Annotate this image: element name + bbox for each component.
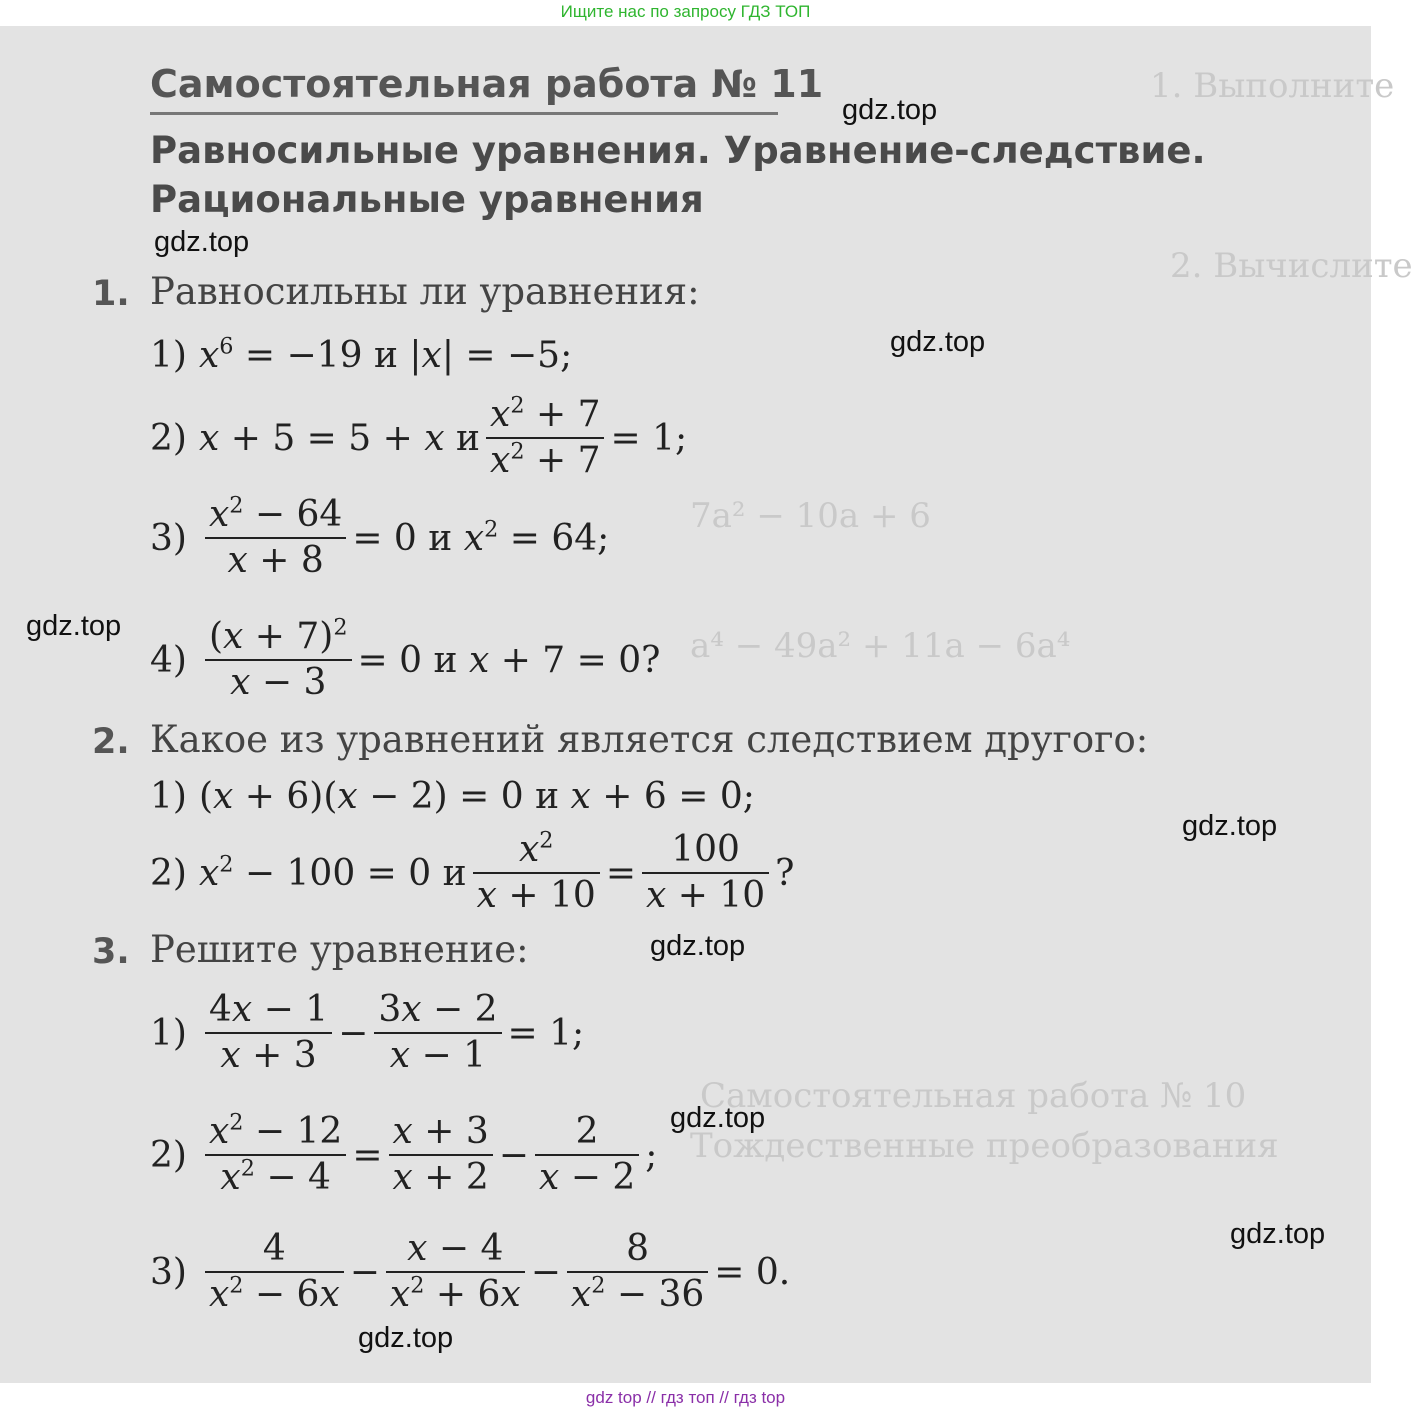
bleed-through-text: 1. Выполните [1150, 66, 1395, 106]
watermark: gdz.top [358, 1322, 454, 1354]
task-1-number: 1. [92, 274, 130, 314]
item-label: 1) [150, 334, 187, 376]
equation: x + 5 = 5 + x и [198, 417, 480, 459]
top-banner[interactable]: Ищите нас по запросу ГДЗ ТОП [560, 2, 811, 21]
item-label: 2) [150, 1134, 187, 1176]
fraction: $\frac{8}{x^2 - 36}$ [567, 1227, 708, 1317]
item-label: 3) [150, 517, 187, 559]
watermark: gdz.top [1182, 810, 1278, 842]
watermark: gdz.top [1230, 1218, 1326, 1250]
bleed-through-text: Тождественные преобразования [690, 1126, 1279, 1166]
equation: $x^2 - 100 = 0$ и [198, 851, 467, 894]
watermark: gdz.top [670, 1102, 766, 1134]
watermark: gdz.top [842, 94, 938, 126]
fraction: $\frac{100}{x + 10}$ [642, 828, 769, 918]
title-underline [150, 112, 778, 115]
fraction: $\frac{x^2 + 7}{x^2 + 7}$ [486, 393, 604, 483]
task-3-item-1: 1) $\frac{4x - 1}{x + 3}$ − $\frac{3x - 2}{x - 1}$ = 1; [150, 989, 585, 1076]
fraction: $\frac{x + 3}{x + 2}$ [389, 1110, 493, 1200]
fraction: $\frac{4x - 1}{x + 3}$ [205, 988, 332, 1078]
task-3-number: 3. [92, 932, 130, 972]
task-1-item-4: 4) $\frac{(x + 7)^2}{x - 3}$ = 0 и x + 7 = 0? [150, 614, 661, 703]
task-1-item-1 [150, 323, 572, 387]
fraction: $\frac{x^2 - 12}{x^2 - 4}$ [205, 1110, 346, 1200]
equation: (x + 6)(x − 2) = 0 и x + 6 = 0; [198, 775, 755, 817]
bleed-through-text: 2. Вычислите [1170, 246, 1413, 286]
subtitle-line-1: Равносильные уравнения. Уравнение-следствие. [150, 129, 1206, 172]
task-2-item-1 [150, 764, 755, 828]
watermark: gdz.top [650, 930, 746, 962]
bleed-through-text: 7a² − 10a + 6 [690, 496, 931, 536]
page-title: Самостоятельная работа № 11 [150, 62, 824, 106]
fraction: $\frac{2}{x - 2}$ [535, 1110, 639, 1200]
item-label: 2) [150, 417, 187, 459]
scanned-page [0, 26, 1413, 1383]
task-1-question: Равносильны ли уравнения: [150, 270, 700, 313]
fraction: $\frac{3x - 2}{x - 1}$ [374, 988, 501, 1078]
task-1-item-2: 2) x + 5 = 5 + x и $\frac{x^2 + 7}{x^2 + 7}$ = 1; [150, 392, 688, 481]
fraction: $\frac{4}{x^2 - 6x}$ [205, 1227, 344, 1317]
subtitle-line-2: Рациональные уравнения [150, 178, 704, 221]
bleed-through-text: a⁴ − 49a² + 11a − 6a⁴ [690, 626, 1071, 666]
item-label: 1) [150, 775, 187, 817]
task-2-number: 2. [92, 722, 130, 762]
task-3-question: Решите уравнение: [150, 928, 529, 971]
watermark: gdz.top [890, 326, 986, 358]
item-label: 2) [150, 852, 187, 894]
task-1-item-3: 3) $\frac{x^2 - 64}{x + 8}$ = 0 и $x^2 = 64$; [150, 492, 610, 581]
item-label: 1) [150, 1012, 187, 1054]
watermark: gdz.top [26, 610, 122, 642]
task-2-question: Какое из уравнений является следствием другого: [150, 718, 1149, 761]
equation: $x^6 = -19$ и |x| = −5; [198, 333, 573, 376]
item-label: 4) [150, 639, 187, 681]
bottom-footer[interactable]: gdz top // гдз топ // гдз top [585, 1388, 786, 1407]
fraction: $\frac{x^2}{x + 10}$ [473, 828, 600, 918]
task-3-item-3: 3) $\frac{4}{x^2 - 6x}$ − $\frac{x - 4}{x^2 + 6x}$ − $\frac{8}{x^2 - 36}$ = 0. [150, 1228, 791, 1315]
fraction: $\frac{(x + 7)^2}{x - 3}$ [205, 615, 352, 705]
fraction: $\frac{x^2 - 64}{x + 8}$ [205, 493, 346, 583]
task-2-item-2: 2) $x^2 - 100 = 0$ и $\frac{x^2}{x + 10}$ = $\frac{100}{x + 10}$ ? [150, 827, 795, 916]
task-3-item-2: 2) $\frac{x^2 - 12}{x^2 - 4}$ = $\frac{x + 3}{x + 2}$ − $\frac{2}{x - 2}$ ; [150, 1109, 658, 1198]
bleed-through-text: Самостоятельная работа № 10 [700, 1076, 1247, 1116]
fraction: $\frac{x - 4}{x^2 + 6x}$ [386, 1227, 525, 1317]
item-label: 3) [150, 1251, 187, 1293]
watermark: gdz.top [154, 226, 250, 258]
